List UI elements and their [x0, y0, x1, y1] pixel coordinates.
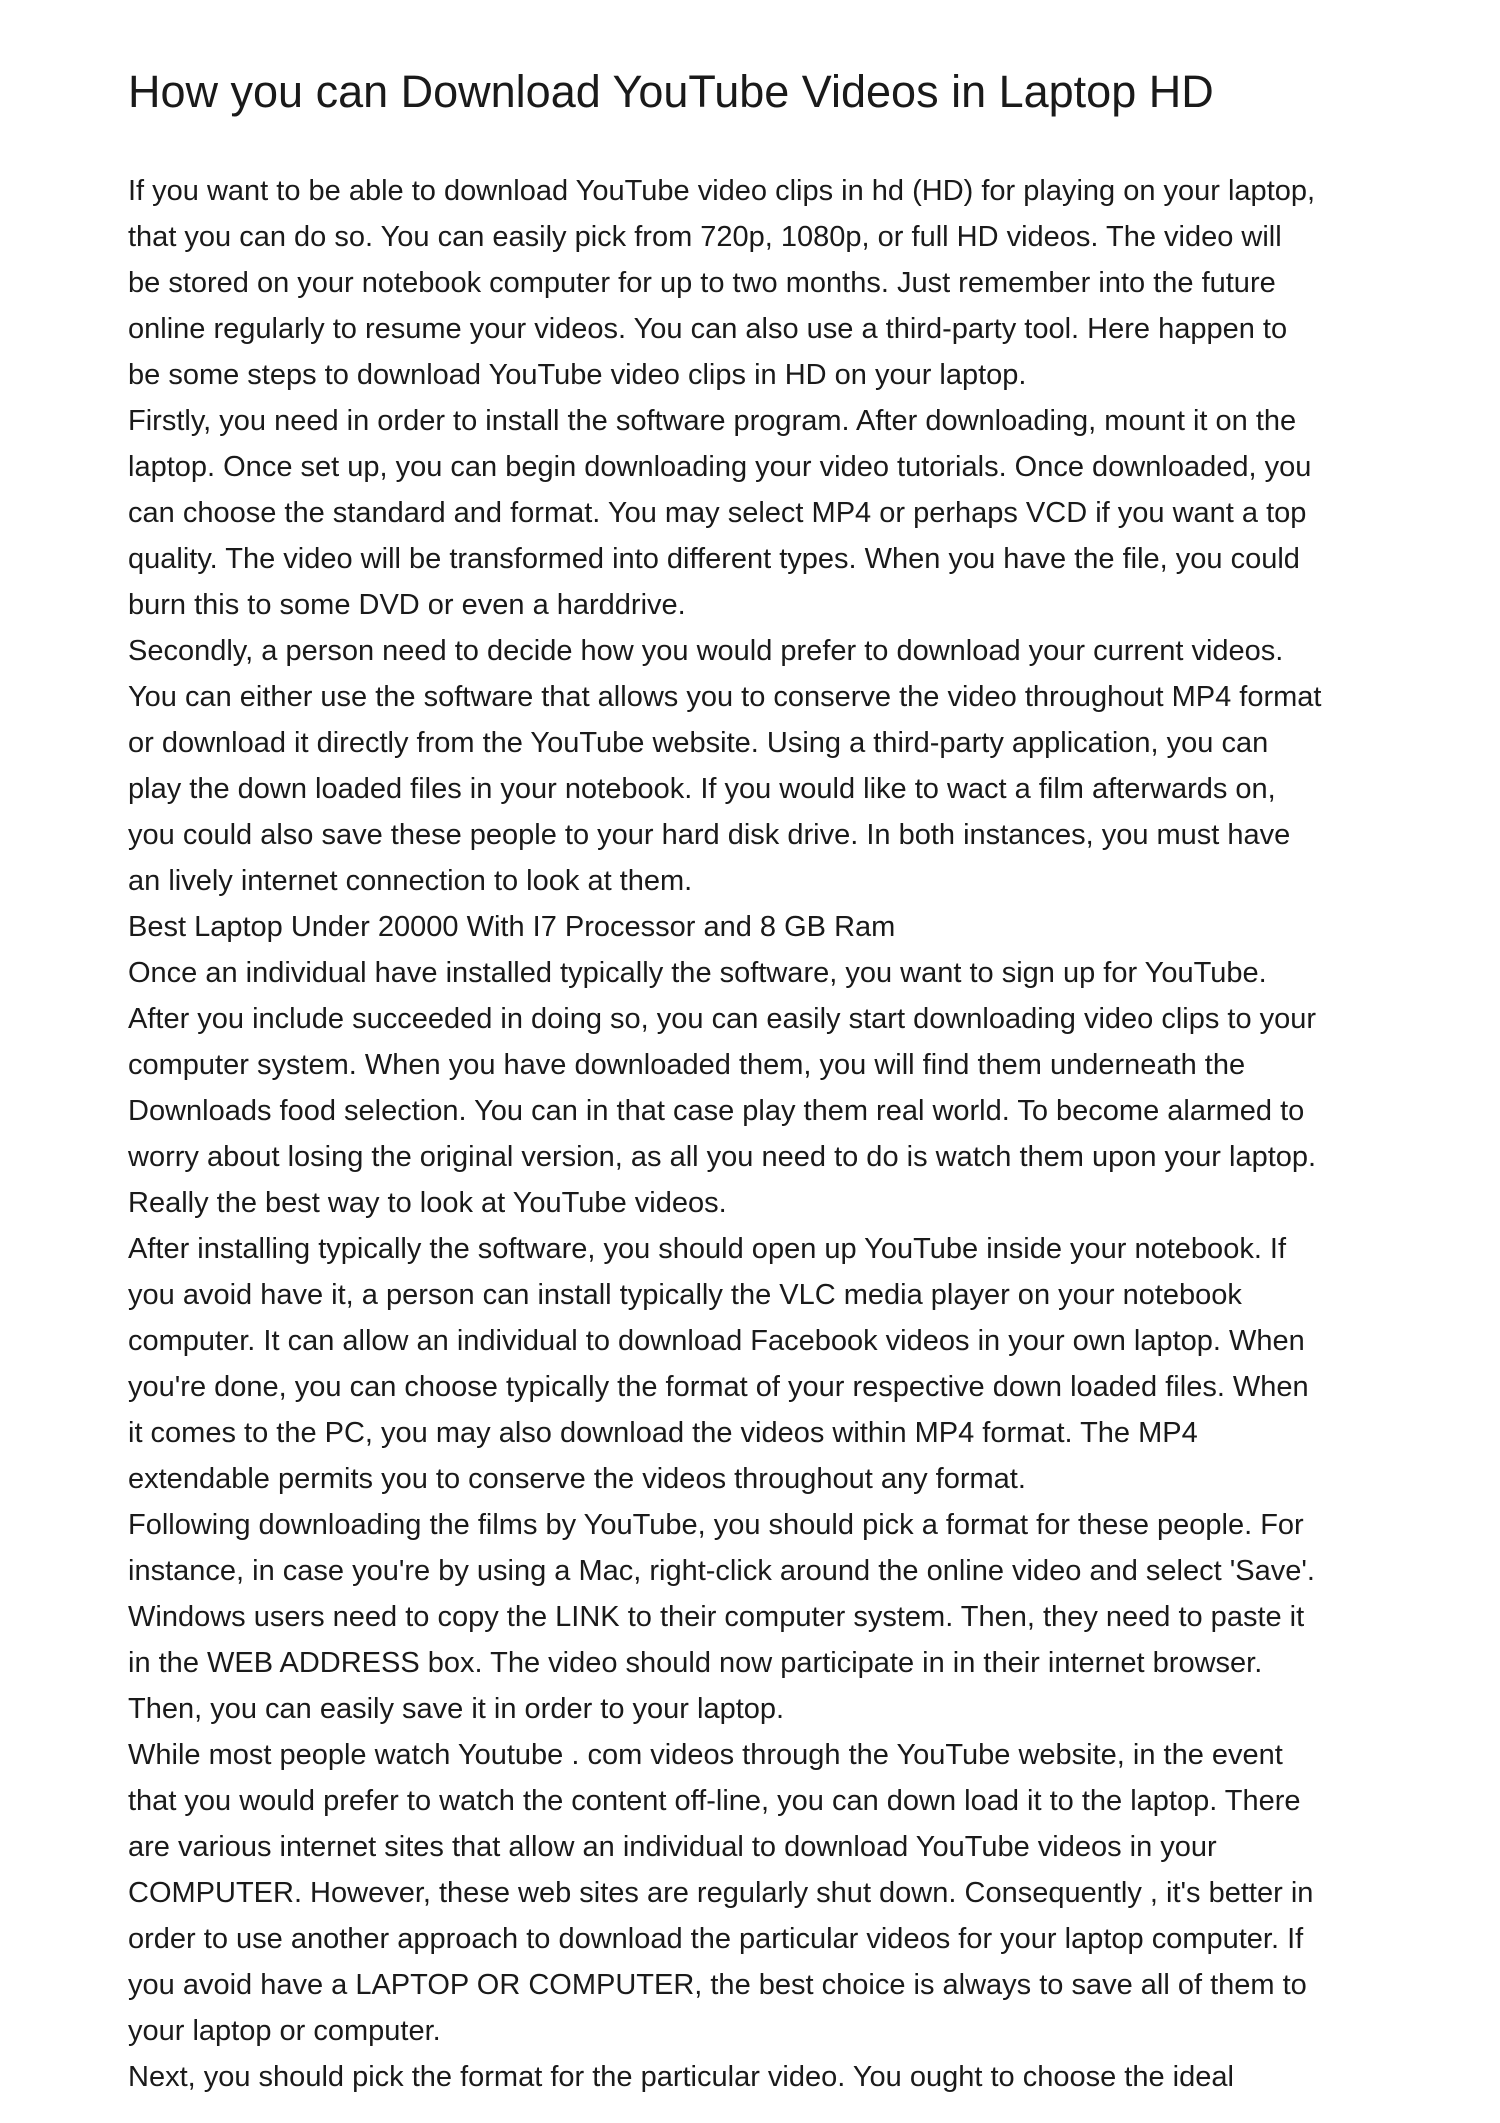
text-line: instance, in case you're by using a Mac, right-click around the online video and select 'Save'. — [128, 1555, 1315, 1587]
text-line: After installing typically the software, you should open up YouTube inside your notebook. If — [128, 1233, 1287, 1265]
text-line: burn this to some DVD or even a harddrive. — [128, 589, 686, 621]
text-line: worry about losing the original version, as all you need to do is watch them upon your laptop. — [128, 1141, 1317, 1173]
text-line: order to use another approach to download the particular videos for your laptop computer. If — [128, 1923, 1304, 1955]
text-line: that you would prefer to watch the content off-line, you can down load it to the laptop. There — [128, 1785, 1301, 1817]
text-line: Downloads food selection. You can in that case play them real world. To become alarmed to — [128, 1095, 1305, 1127]
text-line: it comes to the PC, you may also download the videos within MP4 format. The MP4 — [128, 1417, 1198, 1449]
text-line: be some steps to download YouTube video clips in HD on your laptop. — [128, 359, 1027, 391]
text-line: online regularly to resume your videos. You can also use a third-party tool. Here happen to — [128, 313, 1288, 345]
text-line: you could also save these people to your hard disk drive. In both instances, you must have — [128, 819, 1291, 851]
text-line: Secondly, a person need to decide how you would prefer to download your current videos. — [128, 635, 1284, 667]
text-line: Really the best way to look at YouTube videos. — [128, 1187, 727, 1219]
text-line: or download it directly from the YouTube website. Using a third-party application, you can — [128, 727, 1269, 759]
text-line: computer system. When you have downloaded them, you will find them underneath the — [128, 1049, 1246, 1081]
text-line: computer. It can allow an individual to download Facebook videos in your own laptop. When — [128, 1325, 1305, 1357]
text-line: Following downloading the films by YouTube, you should pick a format for these people. For — [128, 1509, 1304, 1541]
text-line: Best Laptop Under 20000 With I7 Processor and 8 GB Ram — [128, 911, 896, 943]
text-line: You can either use the software that allows you to conserve the video throughout MP4 format — [128, 681, 1322, 713]
text-line: extendable permits you to conserve the videos throughout any format. — [128, 1463, 1026, 1495]
page-title: How you can Download YouTube Videos in Laptop HD — [128, 66, 1214, 117]
text-line: laptop. Once set up, you can begin downloading your video tutorials. Once downloaded, you — [128, 451, 1312, 483]
text-line: you avoid have it, a person can install typically the VLC media player on your notebook — [128, 1279, 1242, 1311]
text-line: you avoid have a LAPTOP OR COMPUTER, the best choice is always to save all of them to — [128, 1969, 1307, 2001]
article-body — [128, 168, 1398, 2100]
text-line: in the WEB ADDRESS box. The video should now participate in in their internet browser. — [128, 1647, 1263, 1679]
text-line: are various internet sites that allow an individual to download YouTube videos in your — [128, 1831, 1217, 1863]
text-line: While most people watch Youtube . com videos through the YouTube website, in the event — [128, 1739, 1283, 1771]
text-line: play the down loaded files in your notebook. If you would like to wact a film afterwards on, — [128, 773, 1276, 805]
text-line: After you include succeeded in doing so, you can easily start downloading video clips to your — [128, 1003, 1317, 1035]
text-line: COMPUTER. However, these web sites are regularly shut down. Consequently , it's better in — [128, 1877, 1314, 1909]
text-line: Firstly, you need in order to install the software program. After downloading, mount it on the — [128, 405, 1297, 437]
text-line: If you want to be able to download YouTube video clips in hd (HD) for playing on your laptop, — [128, 175, 1316, 207]
text-line: can choose the standard and format. You may select MP4 or perhaps VCD if you want a top — [128, 497, 1307, 529]
text-line: Next, you should pick the format for the particular video. You ought to choose the ideal — [128, 2061, 1234, 2093]
text-line: you're done, you can choose typically the format of your respective down loaded files. When — [128, 1371, 1309, 1403]
text-line: Windows users need to copy the LINK to their computer system. Then, they need to paste it — [128, 1601, 1305, 1633]
text-line: Once an individual have installed typically the software, you want to sign up for YouTube. — [128, 957, 1267, 989]
text-line: that you can do so. You can easily pick from 720p, 1080p, or full HD videos. The video will — [128, 221, 1282, 253]
text-line: your laptop or computer. — [128, 2015, 441, 2047]
text-line: an lively internet connection to look at them. — [128, 865, 693, 897]
text-line: Then, you can easily save it in order to your laptop. — [128, 1693, 785, 1725]
text-line: quality. The video will be transformed into different types. When you have the file, you could — [128, 543, 1300, 575]
text-line: be stored on your notebook computer for up to two months. Just remember into the future — [128, 267, 1276, 299]
